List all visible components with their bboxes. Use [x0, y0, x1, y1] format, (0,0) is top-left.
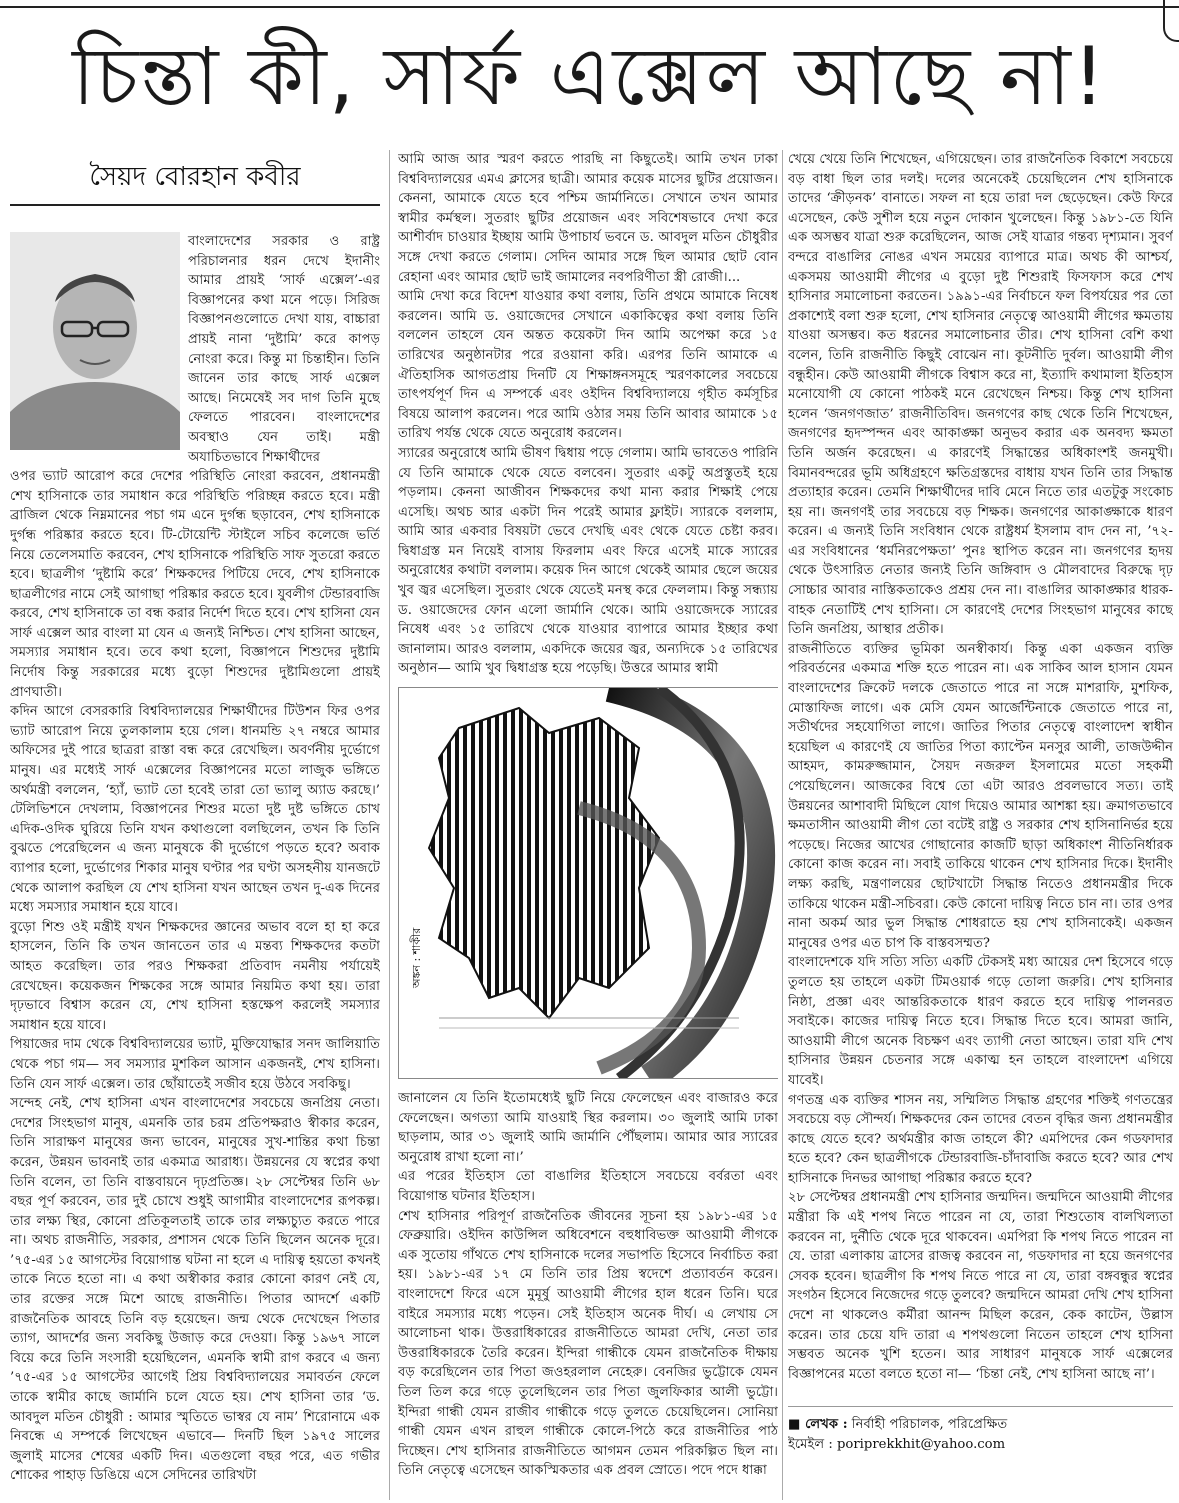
map-illustration — [398, 687, 778, 1079]
author-byline: সৈয়দ বোরহান কবীর — [10, 150, 380, 206]
article-paragraph: কদিন আগে বেসরকারি বিশ্ববিদ্যালয়ের শিক্ষার্থীদের টিউশন ফির ওপর ভ্যাট আরোপ নিয়ে তুলকালাম হয়ে গেল। ধানমন্ডি ২৭ নম্বরে আমার অফিসের দুই পারে ছাত্ররা রাস্তা বন্ধ করে রেখেছিল। অবর্ণনীয় দুর্ভোগে মানুষ। এর মধ্যেই সার্ফ এক্সেলের বিজ্ঞাপনের মতো লাজুক ভঙ্গিতে অর্থমন্ত্রী বললেন, ‘হ্যাঁ, ভ্যাট তো হবেই তারা তো ভ্যালু অ্যাড করছে।’ টেলিভিশনে দেখলাম, বিজ্ঞাপনের শিশুর মতো দুষ্ট দুষ্ট ভঙ্গিতে চোখ এদিক-ওদিক ঘুরিয়ে তিনি যখন কথাগুলো বলছিলেন, তখন কি তিনি বুঝতে পেরেছিলেন এ জন্য মানুষকে কী দুর্ভোগে পড়তে হবে? অবাক ব্যাপার হলো, দুর্ভোগের শিকার মানুষ ঘণ্টার পর ঘণ্টা অসহনীয় যানজটে থেকে আলাপ করছিল যে শেখ হাসিনা যখন আছেন তখন দু-এক দিনের মধ্যে সমস্যার সমাধান হয়ে যাবে। — [10, 704, 380, 916]
article-paragraph: আমি আজ আর স্মরণ করতে পারছি না কিছুতেই। আমি তখন ঢাকা বিশ্ববিদ্যালয়ের এমএ ক্লাসের ছাত্রী। আমার কয়েক মাসের ছুটির প্রয়োজন। কেননা, আমাকে যেতে হবে পশ্চিম জার্মানিতে। সেখানে তখন আমার স্বামীর কর্মস্থল। সুতরাং ছুটির প্রয়োজন এবং সবিশেষভাবে দেখা করে আশীর্বাদ চাওয়ার ইচ্ছায় আমি উপাচার্য ভবনে ড. আবদুল মতিন চৌধুরীর সঙ্গে দেখা করতে গেলাম। সেদিন আমার সঙ্গে ছিল আমার ছোট বোন রেহানা এবং আমার ছোট ভাই জামালের নবপরিণীতা স্ত্রী রোজী।... — [398, 152, 778, 285]
article-column-3 — [788, 150, 1173, 1500]
article-paragraph: পিয়াজের দাম থেকে বিশ্ববিদ্যালয়ের ভ্যাট, মুক্তিযোদ্ধার সনদ জালিয়াতি থেকে পচা গম— সব সমস্যার মুশকিল আসান একজনই, শেখ হাসিনা। তিনি যেন সার্ফ এক্সেল। তার ছোঁয়াতেই সজীব হয়ে উঠবে সবকিছু। — [10, 1037, 380, 1092]
article-paragraph: জানালেন যে তিনি ইতোমধ্যেই ছুটি নিয়ে ফেলেছেন এবং বাজারও করে ফেলেছেন। অগত্যা আমি যাওয়াই স্থির করলাম। ৩০ জুলাই আমি ঢাকা ছাড়লাম, আর ৩১ জুলাই আমি জার্মানি পৌঁছলাম। আমার আর স্যারের অনুরোধ রাখা হলো না।’ — [398, 1091, 778, 1165]
article-paragraph: এর পরের ইতিহাস তো বাঙালির ইতিহাসে সবচেয়ে বর্বরতা এবং বিয়োগান্ত ঘটনার ইতিহাস। — [398, 1169, 778, 1204]
column-divider — [782, 150, 783, 1500]
article-paragraph: বুড়ো শিশু ওই মন্ত্রীই যখন শিক্ষকদের জ্ঞানের অভাব বলে হা হা করে হাসলেন, তিনি কি তখন জানতেন তার এ মন্তব্য শিক্ষকদের কতটা আহত করেছিল। তার পরও শিক্ষকরা প্রতিবাদ নমনীয় পর্যায়েই রেখেছেন। কয়েকজন শিক্ষকের সঙ্গে আমার নিয়মিত কথা হয়। তারা দৃঢ়ভাবে বিশ্বাস করেন যে, শেখ হাসিনা হস্তক্ষেপ করলেই সমস্যার সমাধান হয়ে যাবে। — [10, 919, 380, 1033]
footer-role: নির্বাহী পরিচালক, পরিপ্রেক্ষিত — [851, 1417, 1008, 1433]
article-paragraph: স্যারের অনুরোধে আমি ভীষণ দ্বিধায় পড়ে গেলাম। আমি ভাবতেও পারিনি যে তিনি আমাকে থেকে যেতে বলবেন। সুতরাং একটু অপ্রস্তুতই হয়ে পড়লাম। কেননা আজীবন শিক্ষকদের কথা মান্য করার শিক্ষাই পেয়ে এসেছি। অথচ আর একটা দিন পরেই আমার ফ্লাইট। স্যারকে বললাম, আমি আর একবার বিষয়টা ভেবে দেখছি এবং থেকে যেতে চেষ্টা করব। দ্বিধাগ্রস্ত মন নিয়েই বাসায় ফিরলাম এবং ফিরে এসেই মাকে স্যারের অনুরোধের কথাটা বললাম। কয়েক দিন আগে থেকেই আমার ছেলে জয়ের খুব জ্বর এসেছিল। সুতরাং থেকে যেতেই মনস্থ করে ফেললাম। কিন্তু সন্ধ্যায় ড. ওয়াজেদের ফোন এলো জার্মানি থেকে। আমি ওয়াজেদকে স্যারের নিষেধ এবং ১৫ তারিখে থেকে যাওয়ার ব্যাপারে আমার ইচ্ছার কথা জানালাম। আরও বললাম, একদিকে জয়ের জ্বর, অন্যদিকে ১৫ তারিখের অনুষ্ঠান— আমি খুব দ্বিধাগ্রস্ত হয়ে পড়েছি। উত্তরে আমার স্বামী — [398, 445, 778, 677]
article-column-2 — [398, 150, 778, 1500]
illustration-credit: অঙ্কন : শাকীর — [410, 927, 423, 989]
author-photo — [10, 232, 180, 450]
page-headline: চিন্তা কী, সার্ফ এক্সেল আছে না! — [72, 30, 1107, 123]
footer-email: ইমেইল : poriprekkhit@yahoo.com — [788, 1437, 1006, 1452]
article-paragraph: বাংলাদেশকে যদি সত্যি সত্যি একটি টেকসই মধ্য আয়ের দেশ হিসেবে গড়ে তুলতে হয় তাহলে একটা টিমওয়ার্ক গড়ে তোলা জরুরি। শেখ হাসিনার নিষ্ঠা, প্রজ্ঞা এবং আন্তরিকতাকে ধারণ করতে হবে দায়িত্ব পালনরত সবাইকে। কাজের দায়িত্ব নিতে হবে। সিদ্ধান্ত দিতে হবে। আমরা জানি, আওয়ামী লীগে অনেক বিচক্ষণ এবং ত্যাগী নেতা আছেন। তারা যদি শেখ হাসিনার উন্নয়ন চেতনার সঙ্গে একাত্ম হন তাহলে বাংলাদেশ এগিয়ে যাবেই। — [788, 955, 1173, 1088]
article-paragraph: বাংলাদেশের সরকার ও রাষ্ট্র পরিচালনার ধরন দেখে ইদানীং আমার প্রায়ই ‘সার্ফ এক্সেল’-এর বিজ্ঞাপনের কথা মনে পড়ে। সিরিজ বিজ্ঞাপনগুলোতে দেখা যায়, বাচ্চারা প্রায়ই নানা ‘দুষ্টামি’ করে কাপড় নোংরা করে। কিন্তু মা চিন্তাহীন। তিনি জানেন তার কাছে সার্ফ এক্সেল আছে। নিমেষেই সব দাগ তিনি মুছে ফেলতে পারবেন। বাংলাদেশের অবস্থাও যেন তাই। মন্ত্রী অযাচিতভাবে শিক্ষার্থীদের — [188, 234, 380, 465]
bullet-icon: ■ — [788, 1417, 806, 1433]
column-divider — [389, 150, 390, 1500]
article-paragraph: শেখ হাসিনার পরিপূর্ণ রাজনৈতিক জীবনের সূচনা হয় ১৯৮১-এর ১৫ ফেব্রুয়ারি। ওইদিন কাউন্সিল অধিবেশনে বহুধাবিভক্ত আওয়ামী লীগকে এক সুতোয় গাঁথতে শেখ হাসিনাকে দলের সভাপতি হিসেবে নির্বাচিত করা হয়। ১৯৮১-এর ১৭ মে তিনি তার প্রিয় স্বদেশে প্রত্যাবর্তন করেন। বাংলাদেশে ফিরে এসে মুমূর্ষু আওয়ামী লীগের হাল ধরেন তিনি। ঘরে বাইরে সমস্যার মধ্যে পড়েন। সেই ইতিহাস অনেক দীর্ঘ। এ লেখায় সে আলোচনা থাক। উত্তরাধিকারের রাজনীতিতে আমরা দেখি, নেতা তার উত্তরাধিকারকে তৈরি করেন। ইন্দিরা গান্ধীকে যেমন রাজনৈতিক দীক্ষায় বড় করেছিলেন তার পিতা জওহরলাল নেহেরু। বেনজির ভুট্টোকে যেমন তিল তিল করে গড়ে তুলেছিলেন তার পিতা জুলফিকার আলী ভুট্টো। ইন্দিরা গান্ধী যেমন রাজীব গান্ধীকে গড়ে তুলতে চেয়েছিলেন। সোনিয়া গান্ধী যেমন এখন রাহুল গান্ধীকে কোলে-পিঠে করে রাজনীতির পাঠ দিচ্ছেন। শেখ হাসিনার রাজনীতিতে আগমন তেমন পরিকল্পিত ছিল না। তিনি নেতৃত্বে এসেছেন আকস্মিকতার এক প্রবল স্রোতে। পদে পদে ধাক্কা — [398, 1208, 778, 1479]
article-column-1 — [10, 150, 380, 1500]
article-paragraph: খেয়ে খেয়ে তিনি শিখেছেন, এগিয়েছেন। তার রাজনৈতিক বিকাশে সবচেয়ে বড় বাধা ছিল তার দলই। দলের অনেকেই চেয়েছিলেন শেখ হাসিনাকে তাদের ‘ক্রীড়নক’ বানাতে। সফল না হয়ে তারা দল ছেড়েছেন। কেউ ফিরে এসেছেন, কেউ সুশীল হয়ে নতুন দোকান খুলেছেন। কিন্তু ১৯৮১-তে যিনি এক অসম্ভব যাত্রা শুরু করেছিলেন, আজ সেই যাত্রার গন্তব্য দৃশ্যমান। সুবর্ণ বন্দরে বাঙালির নোঙর এখন সময়ের ব্যাপারে মাত্র। অথচ কী আশ্চর্য, একসময় আওয়ামী লীগের এ বুড়ো দুষ্ট শিশুরাই ফিসফাস করে শেখ হাসিনার সমালোচনা করতেন। ১৯৯১-এর নির্বাচনে ফল বিপর্যয়ের পর তো প্রকাশ্যেই বলা শুরু হলো, শেখ হাসিনার নেতৃত্বে আওয়ামী লীগের ক্ষমতায় যাওয়া অসম্ভব। কত ধরনের সমালোচনার তীর। শেখ হাসিনা বেশি কথা বলেন, তিনি রাজনীতি কিছুই বোঝেন না। কূটনীতি দুর্বল। আওয়ামী লীগ বন্ধুহীন। কেউ আওয়ামী লীগকে বিশ্বাস করে না, ইত্যাদি কথামালা ইতিহাস মনোযোগী যে কোনো পাঠকই মনে রেখেছেন নিশ্চয়। কিন্তু শেখ হাসিনা হলেন ‘জনগণজাত’ রাজনীতিবিদ। জনগণের কাছ থেকে তিনি শিখেছেন, জনগণের হৃদস্পন্দন এবং আকাঙ্ক্ষা অনুভব করার এক অনবদ্য ক্ষমতা তিনি অর্জন করেছেন। এ কারণেই সিদ্ধান্তের অধিকাংশই জনমুখী। বিমানবন্দরের ভূমি অধিগ্রহণে ক্ষতিগ্রস্তদের বাধায় যখন তিনি তার সিদ্ধান্ত প্রত্যাহার করেন। তেমনি শিক্ষার্থীদের দাবি মেনে নিতে তার এতটুকু সংকোচ হয় না। জনগণই তার সবচেয়ে বড় শিক্ষক। জনগণের আকাঙ্ক্ষাকে ধারণ করেন। এ জন্যই তিনি সংবিধান থেকে রাষ্ট্রধর্ম ইসলাম বাদ দেন না, ’৭২-এর সংবিধানের ‘ধর্মনিরপেক্ষতা’ পুনঃ স্থাপিত করেন না। জনগণের হৃদয় থেকে উৎসারিত নেতার জন্যই তিনি জঙ্গিবাদ ও মৌলবাদের বিরুদ্ধে দৃঢ় সোচ্চার আবার নাস্তিকতাকেও প্রশ্রয় দেন না। বাঙালির আকাঙ্ক্ষার ধারক-বাহক নেতাটিই শেখ হাসিনা। সে কারণেই দেশের সিংহভাগ মানুষের কাছে তিনি জনপ্রিয়, আস্থার প্রতীক। — [788, 152, 1173, 638]
article-paragraph: রাজনীতিতে ব্যক্তির ভূমিকা অনস্বীকার্য। কিন্তু একা একজন ব্যক্তি পরিবর্তনের একমাত্র শক্তি হতে পারেন না। এক সাকিব আল হাসান যেমন বাংলাদেশের ক্রিকেট দলকে জেতাতে পারে না সঙ্গে মাশরাফি, মুশফিক, মোস্তাফিজ লাগে। এক মেসি যেমন আর্জেন্টিনাকে জেতাতে পারে না, সতীর্থদের সহযোগিতা লাগে। জাতির পিতার নেতৃত্বে বাংলাদেশ স্বাধীন হয়েছিল এ কারণেই যে জাতির পিতা ক্যাপ্টেন মনসুর আলী, তাজউদ্দীন আহমদ, কামরুজ্জামান, সৈয়দ নজরুল ইসলামের মতো সহকর্মী পেয়েছিলেন। আজকের বিশ্বে তো এটা আরও প্রবলভাবে সত্য। তাই উন্নয়নের আশাবাদী মিছিলে যোগ দিয়েও আমার আশঙ্কা হয়। ক্রমাগতভাবে ক্ষমতাসীন আওয়ামী লীগ তো বটেই রাষ্ট্র ও সরকার শেখ হাসিনানির্ভর হয়ে পড়েছে। নিজের আখের গোছানোর কাজটি ছাড়া অধিকাংশ নীতিনির্ধারক কোনো কাজ করেন না। সবাই তাকিয়ে থাকেন শেখ হাসিনার দিকে। ইদানীং লক্ষ্য করছি, মন্ত্রণালয়ের ছোটখাটো সিদ্ধান্ত নিতেও প্রধানমন্ত্রীর দিকে তাকিয়ে থাকেন মন্ত্রী-সচিবরা। কেউ কোনো দায়িত্ব নিতে চান না। তার ওপর নানা অকর্ম আর ভুল সিদ্ধান্ত শোধরাতে হয় শেখ হাসিনাকেই। একজন মানুষের ওপর এত চাপ কি বাস্তবসম্মত? — [788, 641, 1173, 951]
footer-label: লেখক : — [805, 1417, 848, 1433]
article-paragraph: আমি দেখা করে বিদেশ যাওয়ার কথা বলায়, তিনি প্রথমে আমাকে নিষেধ করলেন। আমি ড. ওয়াজেদের সেখানে একাকিত্বের কথা বলায় তিনি বললেন তাহলে যেন অন্তত কয়েকটা দিন আমি অপেক্ষা করে ১৫ তারিখের অনুষ্ঠানটার পরে রওয়ানা করি। এরপর তিনি আমাকে এ ঐতিহাসিক আগতপ্রায় দিনটি যে শিক্ষাঙ্গনসমূহে স্মরণকালের সবচেয়ে তাৎপর্যপূর্ণ দিন এ সম্পর্কে এবং ওইদিন বিশ্ববিদ্যালয়ে গৃহীত কর্মসূচির বিষয়ে আলাপ করলেন। পরে আমি ওঠার সময় তিনি আবার আমাকে ১৫ তারিখ পর্যন্ত থেকে যেতে অনুরোধ করলেন। — [398, 289, 778, 442]
article-paragraph: সন্দেহ নেই, শেখ হাসিনা এখন বাংলাদেশের সবচেয়ে জনপ্রিয় নেতা। দেশের সিংহভাগ মানুষ, এমনকি তার চরম প্রতিপক্ষরাও স্বীকার করেন, তিনি সারাক্ষণ মানুষের জন্য ভাবেন, মানুষের সুখ-শান্তির কথা চিন্তা করেন, উন্নয়ন ভাবনাই তার একমাত্র আরাধ্য। উন্নয়নের যে স্বপ্নের কথা তিনি বলেন, তা তিনি বাস্তবায়নে দৃঢ়প্রতিজ্ঞ। ২৮ সেপ্টেম্বর তিনি ৬৮ বছর পূর্ণ করবেন, তার দুই চোখে শুধুই আগামীর বাংলাদেশের রূপকল্প। তার লক্ষ্য স্থির, কোনো প্রতিকূলতাই তাকে তার লক্ষ্যচ্যুত করতে পারে না। অথচ রাজনীতি, সরকার, প্রশাসন থেকে তিনি ছিলেন অনেক দূরে। ’৭৫-এর ১৫ আগস্টের বিয়োগান্ত ঘটনা না হলে এ দায়িত্ব হয়তো কখনই তাকে নিতে হতো না। এ কথা অস্বীকার করার কোনো কারণ নেই যে, তার রক্তের সঙ্গে মিশে আছে রাজনীতি। পিতার আদর্শে একটি রাজনৈতিক আবহে তিনি বড় হয়েছেন। জন্ম থেকে দেখেছেন পিতার ত্যাগ, আদর্শের জন্য সবকিছু উজাড় করে দেওয়া। কিন্তু ১৯৬৭ সালে বিয়ে করে তিনি সংসারী হয়েছিলেন, এমনকি স্বামী রাগ করবে এ জন্য ’৭৫-এর ১৫ আগস্টের আগেই প্রিয় বিশ্ববিদ্যালয়ের সমাবর্তন ফেলে তাকে স্বামীর কাছে জার্মানি চলে যেতে হয়। শেখ হাসিনা তার ‘ড. আবদুল মতিন চৌধুরী : আমার স্মৃতিতে ভাস্বর যে নাম’ শিরোনামে এক নিবন্ধে এ সম্পর্কে লিখেছেন এভাবে— দিনটি ছিল ১৯৭৫ সালের জুলাই মাসের শেষের একটি দিন। এতগুলো বছর পরে, এত গভীর শোকের পাহাড় ডিঙিয়ে এসে সেদিনের তারিখটা — [10, 1096, 380, 1484]
article-paragraph: ওপর ভ্যাট আরোপ করে দেশের পরিস্থিতি নোংরা করবেন, প্রধানমন্ত্রী শেখ হাসিনাকে তার সমাধান করে পরিস্থিতি পরিচ্ছন্ন করতে হবে। মন্ত্রী ব্রাজিল থেকে নিম্নমানের পচা গম এনে দুর্গন্ধ ছড়াবেন, শেখ হাসিনাকে দুর্গন্ধ পরিষ্কার করতে হবে। টি-টোয়েন্টি স্টাইলে সচিব কলেজে ভর্তি নিয়ে তেলেসমাতি করবেন, শেখ হাসিনাকে পরিস্থিতি সাফ সুতরো করতে হবে। ছাত্রলীগ ‘দুষ্টামি করে’ শিক্ষকদের পিটিয়ে দেবে, শেখ হাসিনাকে ছাত্রলীগের নামে সেই আগাছা পরিষ্কার করতে হবে। যুবলীগ টেন্ডারবাজি করবে, শেখ হাসিনাকে তা বন্ধ করার নির্দেশ দিতে হবে। শেখ হাসিনা যেন সার্ফ এক্সেল আর বাংলা মা যেন এ জন্যই নিশ্চিত। শেখ হাসিনা আছেন, সমস্যার সমাধান হবে। তবে কথা হলো, বিজ্ঞাপনে শিশুদের দুষ্টামি নির্দোষ কিন্তু সরকারের মধ্যে বুড়ো শিশুদের দুষ্টামিগুলো প্রায়ই প্রাণঘাতী। — [10, 469, 380, 700]
article-paragraph: গণতন্ত্র এক ব্যক্তির শাসন নয়, সম্মিলিত সিদ্ধান্ত গ্রহণের শক্তিই গণতন্ত্রের সবচেয়ে বড় সৌন্দর্য। শিক্ষকদের কেন তাদের বেতন বৃদ্ধির জন্য প্রধানমন্ত্রীর কাছে যেতে হবে? অর্থমন্ত্রীর কাজ তাহলে কী? এমপিদের কেন গডফাদার হতে হবে? কেন ছাত্রলীগকে টেন্ডারবাজি-চাঁদাবাজি করতে হবে? আর শেখ হাসিনাকে দিনভর আগাছা পরিষ্কার করতে হবে? — [788, 1092, 1173, 1186]
top-rule — [0, 0, 1179, 8]
article-paragraph: ২৮ সেপ্টেম্বর প্রধানমন্ত্রী শেখ হাসিনার জন্মদিন। জন্মদিনে আওয়ামী লীগের মন্ত্রীরা কি এই শপথ নিতে পারেন না যে, তারা শিশুতোষ বালখিল্যতা করবেন না, দুর্নীতি থেকে দূরে থাকবেন। এমপিরা কি শপথ নিতে পারেন না যে. তারা এলাকায় ত্রাসের রাজত্ব করবেন না, গডফাদার না হয়ে জনগণের সেবক হবেন। ছাত্রলীগ কি শপথ নিতে পারে না যে, তারা বঙ্গবন্ধুর স্বপ্নের সংগঠন হিসেবে নিজেদের গড়ে তুলবে? জন্মদিনে আমরা দেখি শেখ হাসিনা দেশে না থাকলেও কর্মীরা আনন্দ মিছিল করেন, কেক কাটেন, উল্লাস করেন। তার চেয়ে যদি তারা এ শপথগুলো নিতেন তাহলে শেখ হাসিনা সম্ভবত অনেক খুশি হতেন। আর সাধারণ মানুষকে সার্ফ এক্সেলের বিজ্ঞাপনের মতো বলতে হতো না— ‘চিন্তা নেই, শেখ হাসিনা আছে না’। — [788, 1190, 1173, 1382]
author-footer — [788, 1406, 1173, 1454]
